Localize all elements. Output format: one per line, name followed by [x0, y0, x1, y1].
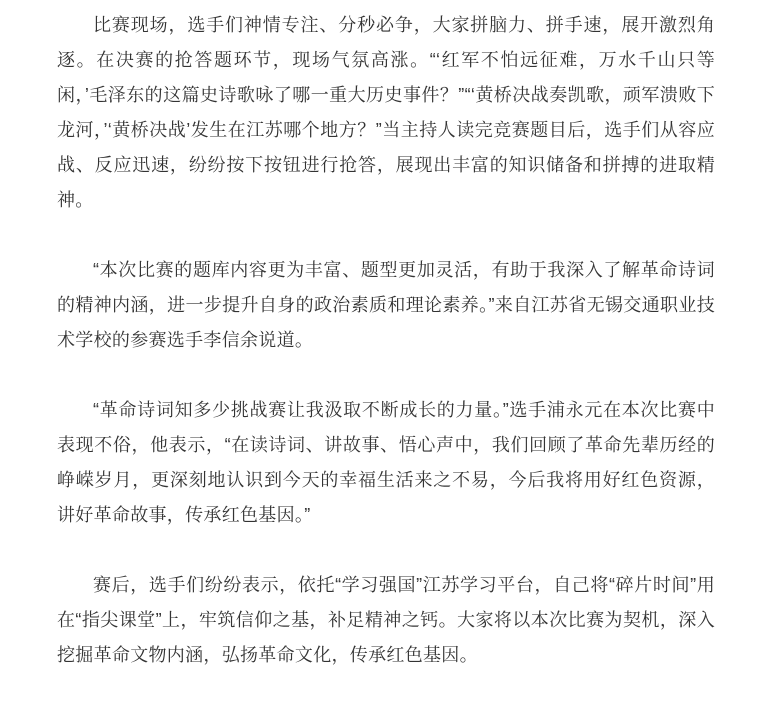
article-paragraph: 赛后，选手们纷纷表示，依托“学习强国”江苏学习平台，自己将“碎片时间”用在“指尖课堂”上，牢筑信仰之基，补足精神之钙。大家将以本次比赛为契机，深入挖掘革命文物内涵，弘扬革命文化，传承红色基因。 — [57, 575, 715, 665]
article-paragraph: “革命诗词知多少挑战赛让我汲取不断成长的力量。”选手浦永元在本次比赛中表现不俗，他表示，“在读诗词、讲故事、悟心声中，我们回顾了革命先辈历经的峥嵘岁月，更深刻地认识到今天的幸福生活来之不易，今后我将用好红色资源，讲好革命故事，传承红色基因。” — [57, 400, 715, 525]
article-body — [57, 0, 715, 673]
article-paragraph: 比赛现场，选手们神情专注、分秒必争，大家拼脑力、拼手速，展开激烈角逐。在决赛的抢答题环节，现场气氛高涨。“‘红军不怕远征难，万水千山只等闲，’毛泽东的这篇史诗歌咏了哪一重大历史事件？”“‘黄桥决战奏凯歌，顽军溃败下龙河，’‘黄桥决战’发生在江苏哪个地方？”当主持人读完竞赛题目后，选手们从容应战、反应迅速，纷纷按下按钮进行抢答，展现出丰富的知识储备和拼搏的进取精神。 — [57, 15, 715, 210]
article-paragraph: “本次比赛的题库内容更为丰富、题型更加灵活，有助于我深入了解革命诗词的精神内涵，进一步提升自身的政治素质和理论素养。”来自江苏省无锡交通职业技术学校的参赛选手李信余说道。 — [57, 260, 715, 350]
